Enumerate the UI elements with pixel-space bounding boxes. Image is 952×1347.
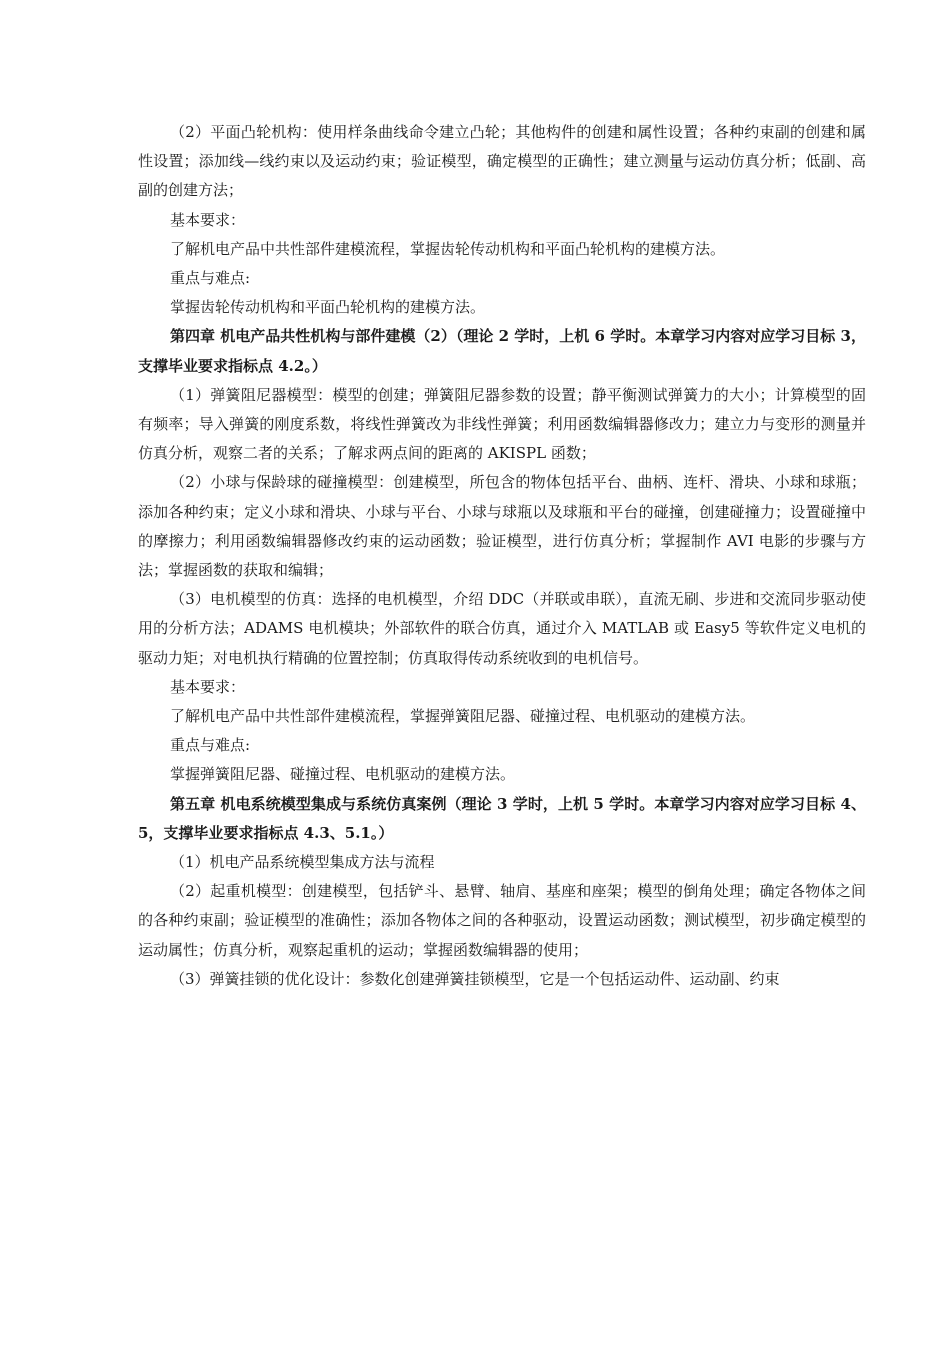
paragraph-system-integration: （1）机电产品系统模型集成方法与流程 — [170, 853, 435, 872]
paragraph-bowling-collision: （2）小球与保龄球的碰撞模型：创建模型，所包含的物体包括平台、曲柄、连杆、滑块、小球和球瓶；添加各种约束；定义小球和滑块、小球与平台、小球与球瓶以及球瓶和平台的碰撞，创建碰撞力；设置碰撞中的摩擦力；利用函数编辑器修改约束的运动函数；验证模型，进行仿真分析；掌握制作 AVI 电影的步骤与方法；掌握函数的获取和编辑； — [138, 473, 866, 580]
paragraph-key-points-label: 重点与难点: — [170, 736, 251, 755]
paragraph-key-points-label: 重点与难点: — [170, 269, 251, 288]
paragraph-motor-simulation: （3）电机模型的仿真：选择的电机模型，介绍 DDC（并联或串联），直流无刷、步进和交流同步驱动使用的分析方法；ADAMS 电机模块；外部软件的联合仿真，通过介入 MATLAB 或 Easy5 等软件定义电机的驱动力矩；对电机执行精确的位置控制；仿真取得传动系统收到的电机信号。 — [138, 590, 866, 667]
paragraph-basic-requirements-label: 基本要求： — [170, 210, 246, 229]
paragraph-spring-damper: （1）弹簧阻尼器模型：模型的创建；弹簧阻尼器参数的设置；静平衡测试弹簧力的大小；计算模型的固有频率；导入弹簧的刚度系数，将线性弹簧改为非线性弹簧；利用函数编辑器修改力；建立力与变形的测量并仿真分析，观察二者的关系；了解求两点间的距离的 AKISPL 函数； — [138, 385, 866, 463]
chapter-four-heading: 第四章 机电产品共性机构与部件建模（2）（理论 2 学时，上机 6 学时。本章学习内容对应学习目标 3，支撑毕业要求指标点 4.2。） — [138, 327, 866, 375]
paragraph-spring-latch: （3）弹簧挂锁的优化设计：参数化创建弹簧挂锁模型，它是一个包括运动件、运动副、约束 — [170, 969, 780, 988]
paragraph-basic-requirements: 了解机电产品中共性部件建模流程，掌握弹簧阻尼器、碰撞过程、电机驱动的建模方法。 — [170, 707, 756, 726]
page-content — [138, 118, 866, 994]
paragraph-basic-requirements-label: 基本要求： — [170, 677, 246, 696]
paragraph-basic-requirements: 了解机电产品中共性部件建模流程，掌握齿轮传动机构和平面凸轮机构的建模方法。 — [170, 239, 726, 258]
paragraph-cam-mechanism: （2）平面凸轮机构：使用样条曲线命令建立凸轮；其他构件的创建和属性设置；各种约束副的创建和属性设置；添加线—线约束以及运动约束；验证模型，确定模型的正确性；建立测量与运动仿真分析；低副、高副的创建方法； — [138, 123, 866, 200]
paragraph-key-points: 掌握齿轮传动机构和平面凸轮机构的建模方法。 — [170, 298, 486, 317]
paragraph-key-points: 掌握弹簧阻尼器、碰撞过程、电机驱动的建模方法。 — [170, 765, 516, 784]
chapter-five-heading: 第五章 机电系统模型集成与系统仿真案例（理论 3 学时，上机 5 学时。本章学习内容对应学习目标 4、5，支撑毕业要求指标点 4.3、5.1。） — [138, 794, 866, 842]
paragraph-crane-model: （2）起重机模型：创建模型，包括铲斗、悬臂、轴肩、基座和座架；模型的倒角处理；确定各物体之间的各种约束副；验证模型的准确性；添加各物体之间的各种驱动，设置运动函数；测试模型，初步确定模型的运动属性；仿真分析，观察起重机的运动；掌握函数编辑器的使用； — [138, 882, 866, 959]
